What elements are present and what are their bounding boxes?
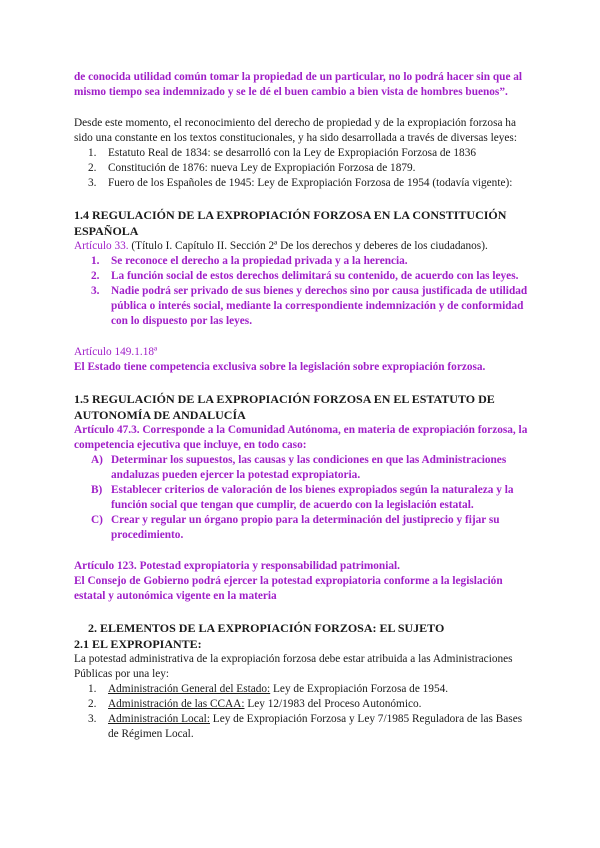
list-item: 2. Constitución de 1876: nueva Ley de Expropiación Forzosa de 1879. <box>88 162 416 174</box>
article-149-label: Artículo 149.1.18ª <box>74 346 158 358</box>
list-item: A) Determinar los supuestos, las causas y las condiciones en que las Administraciones andaluzas pueden ejercer la potestad expropiatoria. <box>91 454 507 481</box>
article-47-3: Artículo 47.3. Corresponde a la Comunidad Autónoma, en materia de expropiación forzosa, la competencia ejecutiva que incluye, en todo caso: <box>74 424 528 451</box>
list-item: 2. Administración de las CCAA: Ley 12/1983 del Proceso Autonómico. <box>88 698 422 710</box>
list-item: 1. Se reconoce el derecho a la propiedad privada y a la herencia. <box>91 255 408 267</box>
section-heading-1-4: 1.4 REGULACIÓN DE LA EXPROPIACIÓN FORZOSA EN LA CONSTITUCIÓN ESPAÑOLA <box>74 208 507 238</box>
list-item: 2. La función social de estos derechos delimitará su contenido, de acuerdo con las leyes. <box>91 270 519 282</box>
list-item: 3. Nadie podrá ser privado de sus bienes y derechos sino por causa justificada de utilidad pública o interés social, mediante la correspondiente indemnización y de conformidad con lo dispuesto por las leyes. <box>91 285 528 327</box>
expropiante-intro: La potestad administrativa de la expropiación forzosa debe estar atribuida a las Administraciones Públicas por una ley: <box>74 653 513 680</box>
expropiante-list <box>74 682 530 742</box>
list-item: 3. Administración Local: Ley de Expropiación Forzosa y Ley 7/1985 Reguladora de las Bases de Régimen Local. <box>88 713 523 740</box>
list-item: B) Establecer criterios de valoración de los bienes expropiados según la naturaleza y la función social que tengan que cumplir, de acuerdo con la legislación estatal. <box>91 484 514 511</box>
article-33-line: Artículo 33. (Título I. Capítulo II. Sección 2ª De los derechos y deberes de los ciudadanos). <box>74 240 488 252</box>
subsection-heading-2-1: 2.1 EL EXPROPIANTE: <box>74 637 202 651</box>
section-heading-2: 2. ELEMENTOS DE LA EXPROPIACIÓN FORZOSA: EL SUJETO <box>88 621 445 635</box>
article-47-list <box>74 453 530 543</box>
article-123-title: Artículo 123. Potestad expropiatoria y responsabilidad patrimonial. <box>74 560 400 572</box>
paragraph-history: Desde este momento, el reconocimiento del derecho de propiedad y de la expropiación forzosa ha sido una constante en los textos constitucionales, y ha sido desarrollada a través de diversas leyes: <box>74 117 517 144</box>
list-item: 3. Fuero de los Españoles de 1945: Ley de Expropiación Forzosa de 1954 (todavía vigente): <box>88 177 513 189</box>
list-item: 1. Estatuto Real de 1834: se desarrolló con la Ley de Expropiación Forzosa de 1836 <box>88 147 476 159</box>
intro-quote: de conocida utilidad común tomar la propiedad de un particular, no lo podrá hacer sin que al mismo tiempo sea indemnizado y se le dé el buen cambio a bien vista de hombres buenos”. <box>74 71 523 98</box>
list-item: C) Crear y regular un órgano propio para la determinación del justiprecio y fijar su procedimiento. <box>91 514 500 541</box>
article-123-text: El Consejo de Gobierno podrá ejercer la potestad expropiatoria conforme a la legislación estatal y autonómica vigente en la materia <box>74 575 503 602</box>
article-149-text: El Estado tiene competencia exclusiva sobre la legislación sobre expropiación forzosa. <box>74 361 486 373</box>
list-item: 1. Administración General del Estado: Ley de Expropiación Forzosa de 1954. <box>88 683 449 695</box>
section-heading-1-5: 1.5 REGULACIÓN DE LA EXPROPIACIÓN FORZOSA EN EL ESTATUTO DE AUTONOMÍA DE ANDALUCÍA <box>74 392 495 422</box>
laws-list <box>74 146 530 191</box>
article-33-list <box>74 254 530 329</box>
